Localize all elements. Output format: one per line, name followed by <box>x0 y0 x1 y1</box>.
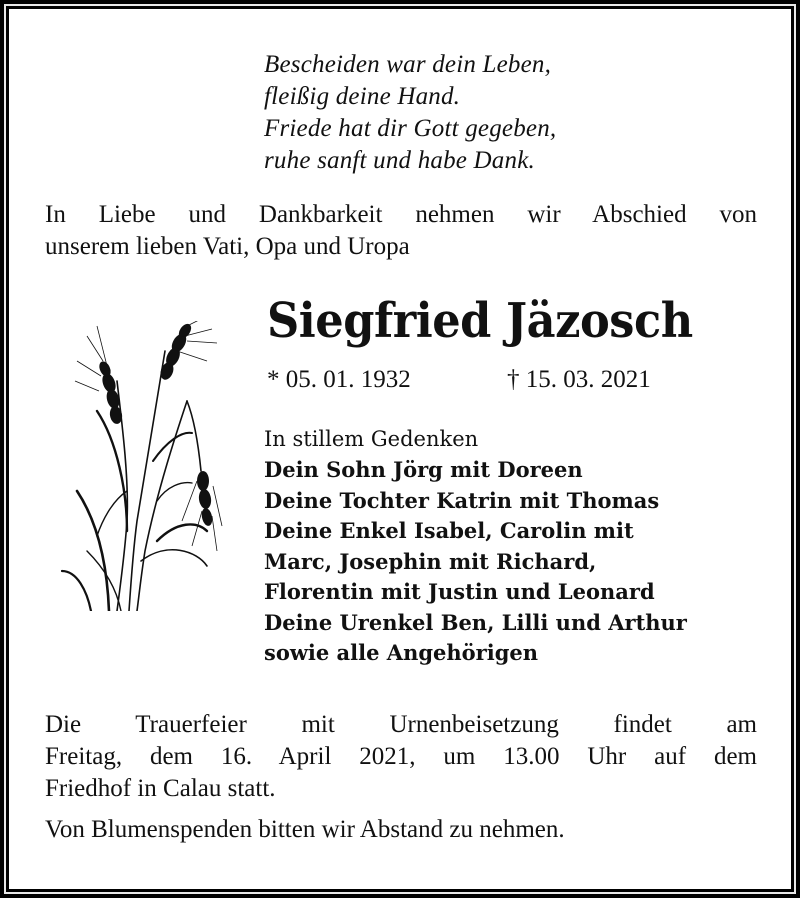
poem-line: ruhe sanft und habe Dank. <box>264 147 535 174</box>
deceased-name: Siegfried Jäzosch <box>267 293 693 349</box>
remembrance-heading: In stillem Gedenken <box>264 427 479 451</box>
intro-line: unserem lieben Vati, Opa und Uropa <box>45 233 410 260</box>
mourner-line: Deine Enkel Isabel, Carolin mit <box>264 518 634 543</box>
funeral-info <box>45 709 757 805</box>
mourner-line: sowie alle Angehörigen <box>264 640 539 665</box>
birth-date: * 05. 01. 1932 <box>267 366 411 393</box>
funeral-line: Die Trauerfeier mit Urnenbeisetzung findet am <box>45 711 757 738</box>
mourner-line: Dein Sohn Jörg mit Doreen <box>264 457 583 482</box>
poem-line: Friede hat dir Gott gegeben, <box>264 115 557 142</box>
mourners-list <box>264 455 687 669</box>
funeral-line: Friedhof in Calau statt. <box>45 775 276 802</box>
life-dates <box>267 364 651 396</box>
death-date: † 15. 03. 2021 <box>507 366 651 393</box>
funeral-line: Freitag, dem 16. April 2021, um 13.00 Uhr auf dem <box>45 743 757 770</box>
flowers-note: Von Blumenspenden bitten wir Abstand zu nehmen. <box>45 816 565 843</box>
poem <box>264 49 556 177</box>
wheat-ears-icon <box>57 321 247 611</box>
mourner-line: Deine Tochter Katrin mit Thomas <box>264 487 660 513</box>
intro-text <box>45 199 757 263</box>
mourner-line: Marc, Josephin mit Richard, <box>264 548 597 574</box>
poem-line: fleißig deine Hand. <box>264 83 461 110</box>
obituary-notice <box>9 9 791 889</box>
poem-line: Bescheiden war dein Leben, <box>264 51 552 78</box>
intro-line: In Liebe und Dankbarkeit nehmen wir Abschied von <box>45 201 757 228</box>
mourner-line: Deine Urenkel Ben, Lilli und Arthur <box>264 609 687 635</box>
mourner-line: Florentin mit Justin und Leonard <box>264 579 655 604</box>
